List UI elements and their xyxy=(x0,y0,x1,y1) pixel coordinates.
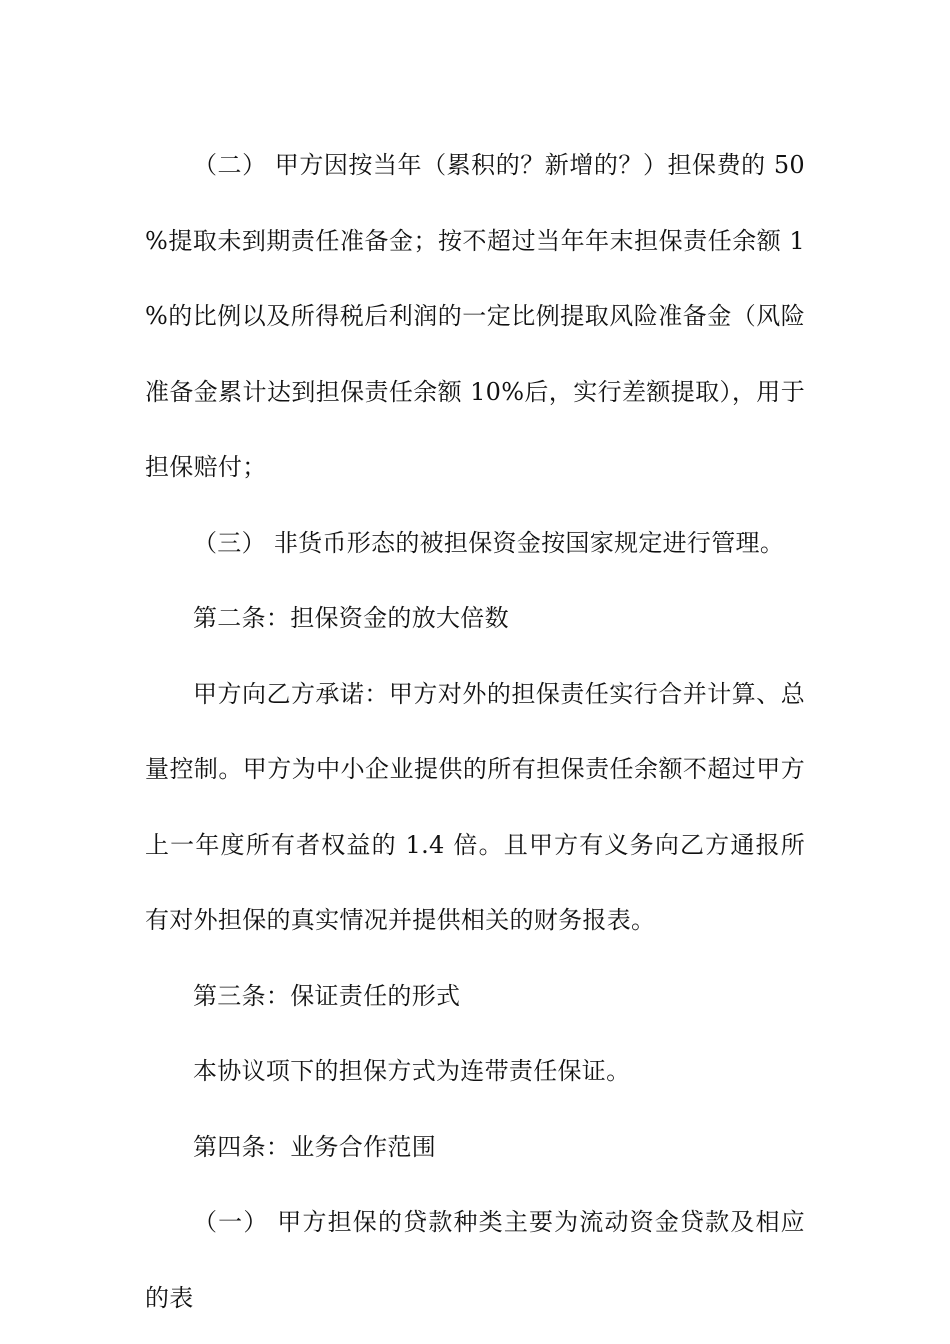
heading-article-4: 第四条：业务合作范围 xyxy=(193,1132,436,1161)
heading-article-2: 第二条：担保资金的放大倍数 xyxy=(193,604,509,632)
heading-article-3: 第三条：保证责任的形式 xyxy=(193,981,461,1010)
paragraph-loan-types: （一） 甲方担保的贷款种类主要为流动资金贷款及相应的表 xyxy=(145,1208,805,1312)
paragraph-reserve-provisions: （二） 甲方因按当年（累积的？新增的？）担保费的 50%提取未到期责任准备金；按不超过当年年末担保责任余额 1%的比例以及所得税后利润的一定比例提取风险准备金（风险准备金累计达到担保责任余额 10%后，实行差额提取），用于担保赔付； xyxy=(145,151,805,481)
paragraph-guarantee-method: 本协议项下的担保方式为连带责任保证。 xyxy=(193,1057,631,1085)
document-body xyxy=(145,128,805,1336)
paragraph-leverage-commitment: 甲方向乙方承诺：甲方对外的担保责任实行合并计算、总量控制。甲方为中小企业提供的所有担保责任余额不超过甲方上一年度所有者权益的 1.4 倍。且甲方有义务向乙方通报所有对外担保的真实情况并提供相关的财务报表。 xyxy=(145,679,805,934)
paragraph-non-monetary-funds: （三） 非货币形态的被担保资金按国家规定进行管理。 xyxy=(193,528,785,557)
